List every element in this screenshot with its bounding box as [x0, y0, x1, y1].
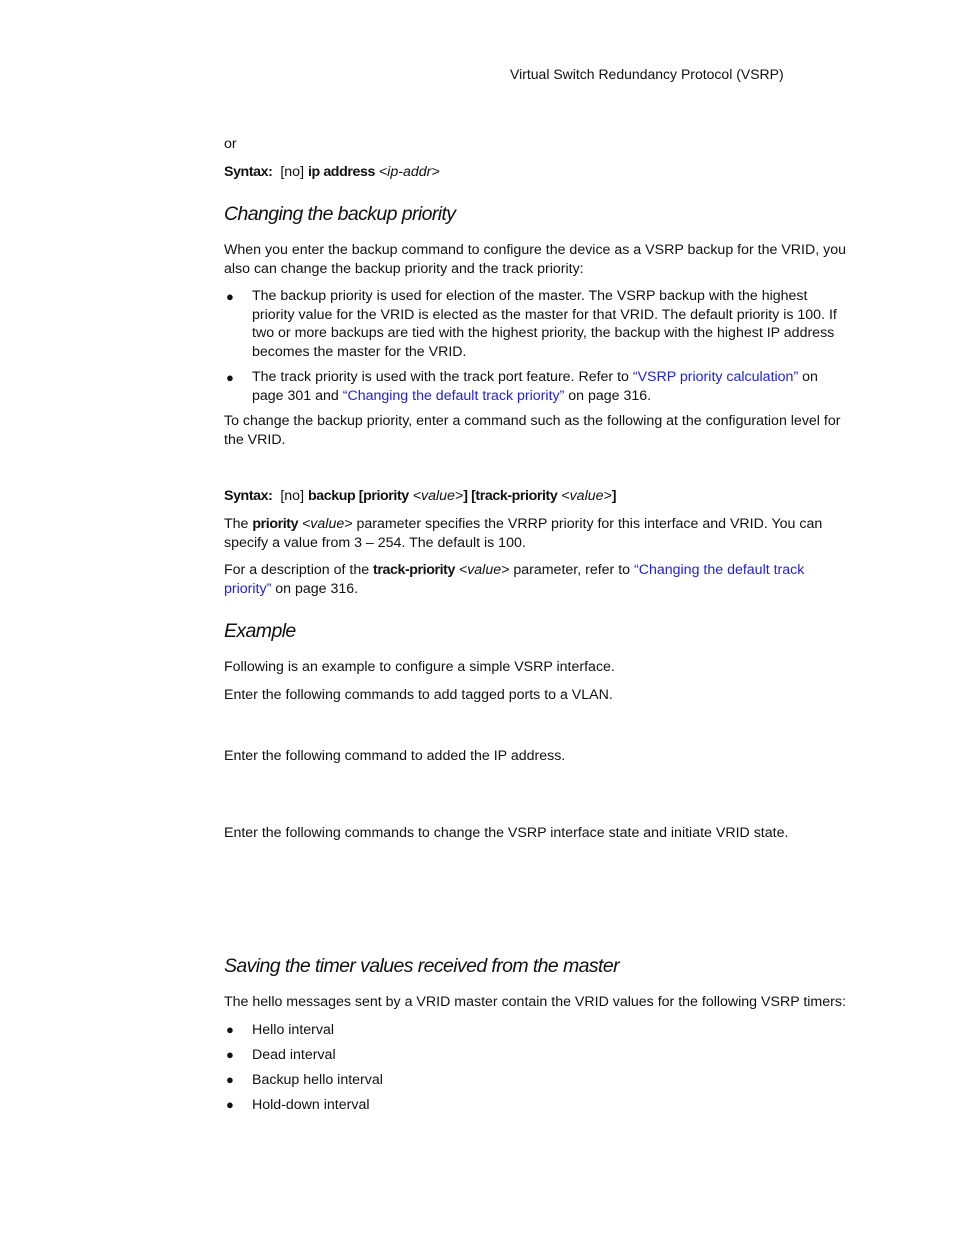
keyword-priority: priority — [252, 516, 299, 532]
desc-text: parameter, refer to — [509, 562, 634, 578]
syntax-arg: <ip-addr> — [378, 164, 440, 180]
bullet-dot: ● — [226, 289, 234, 304]
backup-para1-line1: When you enter the backup command to configure the device as a VSRP backup for the VRID, you — [224, 242, 846, 258]
desc-arg: <value> — [298, 516, 353, 532]
bullet-text: The track priority is used with the track port feature. Refer to — [252, 369, 633, 385]
bullet-line: two or more backups are tied with the highest priority, the backup with the highest IP address — [252, 325, 835, 341]
example-para4: Enter the following commands to change the VSRP interface state and initiate VRID state. — [224, 825, 789, 841]
link-changing-default-track-priority[interactable]: “Changing the default track priority” — [342, 387, 565, 404]
bullet-track-priority — [252, 368, 872, 405]
syntax-ip-address — [224, 163, 440, 182]
timer-item-hello: Hello interval — [252, 1022, 335, 1038]
keyword-track-priority: track-priority — [373, 562, 455, 578]
bullet-dot: ● — [226, 1047, 234, 1062]
syntax-opt: [no] — [280, 164, 305, 180]
track-priority-description — [224, 561, 884, 598]
link-vsrp-priority-calculation[interactable]: “VSRP priority calculation” — [632, 369, 799, 385]
timer-item-dead: Dead interval — [252, 1047, 336, 1063]
syntax-cmd: backup [priority — [307, 488, 409, 504]
bullet-text: on page 316. — [564, 387, 652, 404]
syntax-backup — [224, 487, 616, 506]
timer-item-hold-down: Hold-down interval — [252, 1097, 370, 1113]
heading-saving-timer-values: Saving the timer values received from the master — [224, 955, 619, 977]
bullet-line: becomes the master for the VRID. — [252, 343, 467, 360]
timer-item-backup-hello: Backup hello interval — [252, 1072, 383, 1088]
example-para2: Enter the following commands to add tagged ports to a VLAN. — [224, 687, 613, 703]
syntax-cmd: ip address — [307, 164, 375, 180]
bullet-line: priority value for the VRID is elected as the master for that VRID. The default priority is 100. If — [252, 306, 837, 323]
link-changing-default-track-priority-cont[interactable]: priority” — [224, 580, 272, 597]
bullet-backup-priority — [252, 287, 872, 361]
syntax-label: Syntax: — [224, 164, 273, 180]
example-para1: Following is an example to configure a simple VSRP interface. — [224, 659, 615, 675]
syntax-cmd: ] [track-priority — [463, 488, 558, 504]
backup-para1-line2: also can change the backup priority and the track priority: — [224, 260, 584, 277]
syntax-arg: <value> — [561, 488, 612, 504]
or-text: or — [224, 136, 237, 152]
link-changing-default-track-priority[interactable]: “Changing the default track — [634, 562, 805, 578]
priority-description — [224, 515, 884, 552]
bullet-dot: ● — [226, 1022, 234, 1037]
desc-text: The — [224, 516, 253, 532]
bullet-text: on — [798, 369, 818, 385]
desc-text: For a description of the — [224, 562, 374, 578]
syntax-label: Syntax: — [224, 488, 273, 504]
bullet-dot: ● — [226, 370, 234, 385]
backup-para2-line2: the VRID. — [224, 431, 286, 448]
bullet-dot: ● — [226, 1097, 234, 1112]
heading-backup-priority: Changing the backup priority — [224, 203, 456, 225]
syntax-opt: [no] — [280, 488, 305, 504]
example-para3: Enter the following command to added the IP address. — [224, 748, 566, 764]
heading-example: Example — [224, 620, 296, 642]
page-header: Virtual Switch Redundancy Protocol (VSRP) — [510, 66, 784, 82]
backup-para2 — [224, 412, 884, 449]
bullet-text: page 301 and — [252, 387, 343, 404]
desc-text: on page 316. — [271, 580, 359, 597]
bullet-dot: ● — [226, 1072, 234, 1087]
desc-text: parameter specifies the VRRP priority for this interface and VRID. You can — [352, 516, 823, 532]
syntax-arg: <value> — [412, 488, 464, 504]
backup-para1 — [224, 241, 874, 278]
desc-arg: <value> — [454, 562, 510, 578]
timer-para1: The hello messages sent by a VRID master contain the VRID values for the following VSRP timers: — [224, 994, 846, 1010]
backup-para2-line1: To change the backup priority, enter a command such as the following at the configuration level for — [224, 413, 841, 429]
bullet-line: The backup priority is used for election of the master. The VSRP backup with the highest — [252, 288, 808, 304]
desc-line2: specify a value from 3 – 254. The default is 100. — [224, 534, 526, 551]
syntax-cmd: ] — [611, 488, 617, 504]
